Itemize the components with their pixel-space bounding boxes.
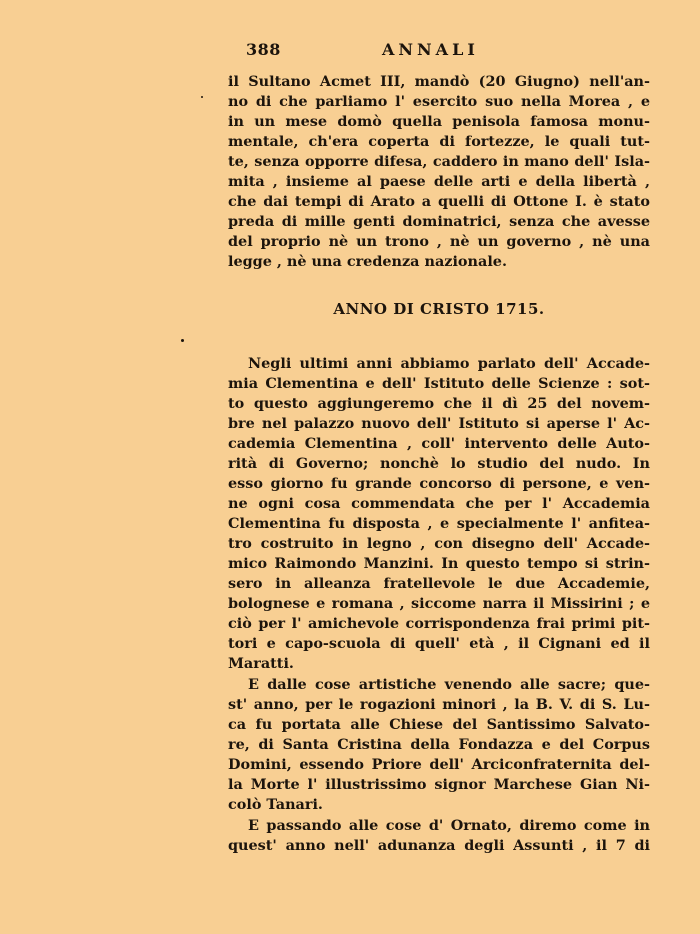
text-line: mico Raimondo Manzini. In questo tempo si strin-: [228, 555, 650, 572]
text-line: la Morte l' illustrissimo signor Marchese Gian Ni-: [228, 776, 650, 793]
text-line: Domini, essendo Priore dell' Arciconfraternita del-: [228, 756, 650, 773]
text-line: Negli ultimi anni abbiamo parlato dell' Accade-: [248, 355, 650, 372]
text-line: del proprio nè un trono , nè un governo , nè una: [228, 233, 650, 250]
text-line: quest' anno nell' adunanza degli Assunti , il 7 di: [228, 837, 650, 854]
ink-speck: [181, 339, 184, 342]
text-line: mita , insieme al paese delle arti e della libertà ,: [228, 173, 650, 190]
page-number: 388: [246, 40, 281, 59]
text-line: E passando alle cose d' Ornato, diremo come in: [248, 817, 650, 834]
text-line: in un mese domò quella penisola famosa monu-: [228, 113, 650, 130]
text-line: bolognese e romana , siccome narra il Missirini ; e: [228, 595, 650, 612]
text-line: cademia Clementina , coll' intervento delle Auto-: [228, 435, 650, 452]
text-line: ciò per l' amichevole corrispondenza frai primi pit-: [228, 615, 650, 632]
text-line: ca fu portata alle Chiese del Santissimo Salvato-: [228, 716, 650, 733]
running-title: ANNALI: [382, 40, 479, 59]
text-line: esso giorno fu grande concorso di persone, e ven-: [228, 475, 650, 492]
text-line: re, di Santa Cristina della Fondazza e del Corpus: [228, 736, 650, 753]
text-line: rità di Governo; nonchè lo studio del nudo. In: [228, 455, 650, 472]
text-line: to questo aggiungeremo che il dì 25 del novem-: [228, 395, 650, 412]
text-line: st' anno, per le rogazioni minori , la B. V. di S. Lu-: [228, 696, 650, 713]
text-line: mentale, ch'era coperta di fortezze, le quali tut-: [228, 133, 650, 150]
text-line: sero in alleanza fratellevole le due Accademie,: [228, 575, 650, 592]
text-line: Maratti.: [228, 655, 294, 672]
text-line: tro costruito in legno , con disegno dell' Accade-: [228, 535, 650, 552]
running-head: [246, 40, 496, 60]
text-line: bre nel palazzo nuovo dell' Istituto si aperse l' Ac-: [228, 415, 650, 432]
text-line: te, senza opporre difesa, caddero in mano dell' Isla-: [228, 153, 650, 170]
section-heading: ANNO DI CRISTO 1715.: [333, 300, 545, 318]
text-line: tori e capo-scuola di quell' età , il Cignani ed il: [228, 635, 650, 652]
text-line: legge , nè una credenza nazionale.: [228, 253, 507, 270]
text-line: colò Tanari.: [228, 796, 323, 813]
text-line: mia Clementina e dell' Istituto delle Scienze : sot-: [228, 375, 650, 392]
text-line: Clementina fu disposta , e specialmente l' anfitea-: [228, 515, 650, 532]
text-line: che dai tempi di Arato a quelli di Ottone I. è stato: [228, 193, 650, 210]
text-line: il Sultano Acmet III, mandò (20 Giugno) nell'an-: [228, 73, 650, 90]
text-line: no di che parliamo l' esercito suo nella Morea , e: [228, 93, 650, 110]
text-line: E dalle cose artistiche venendo alle sacre; que-: [248, 676, 650, 693]
ink-speck: [201, 96, 203, 98]
text-line: preda di mille genti dominatrici, senza che avesse: [228, 213, 650, 230]
text-line: ne ogni cosa commendata che per l' Accademia: [228, 495, 650, 512]
